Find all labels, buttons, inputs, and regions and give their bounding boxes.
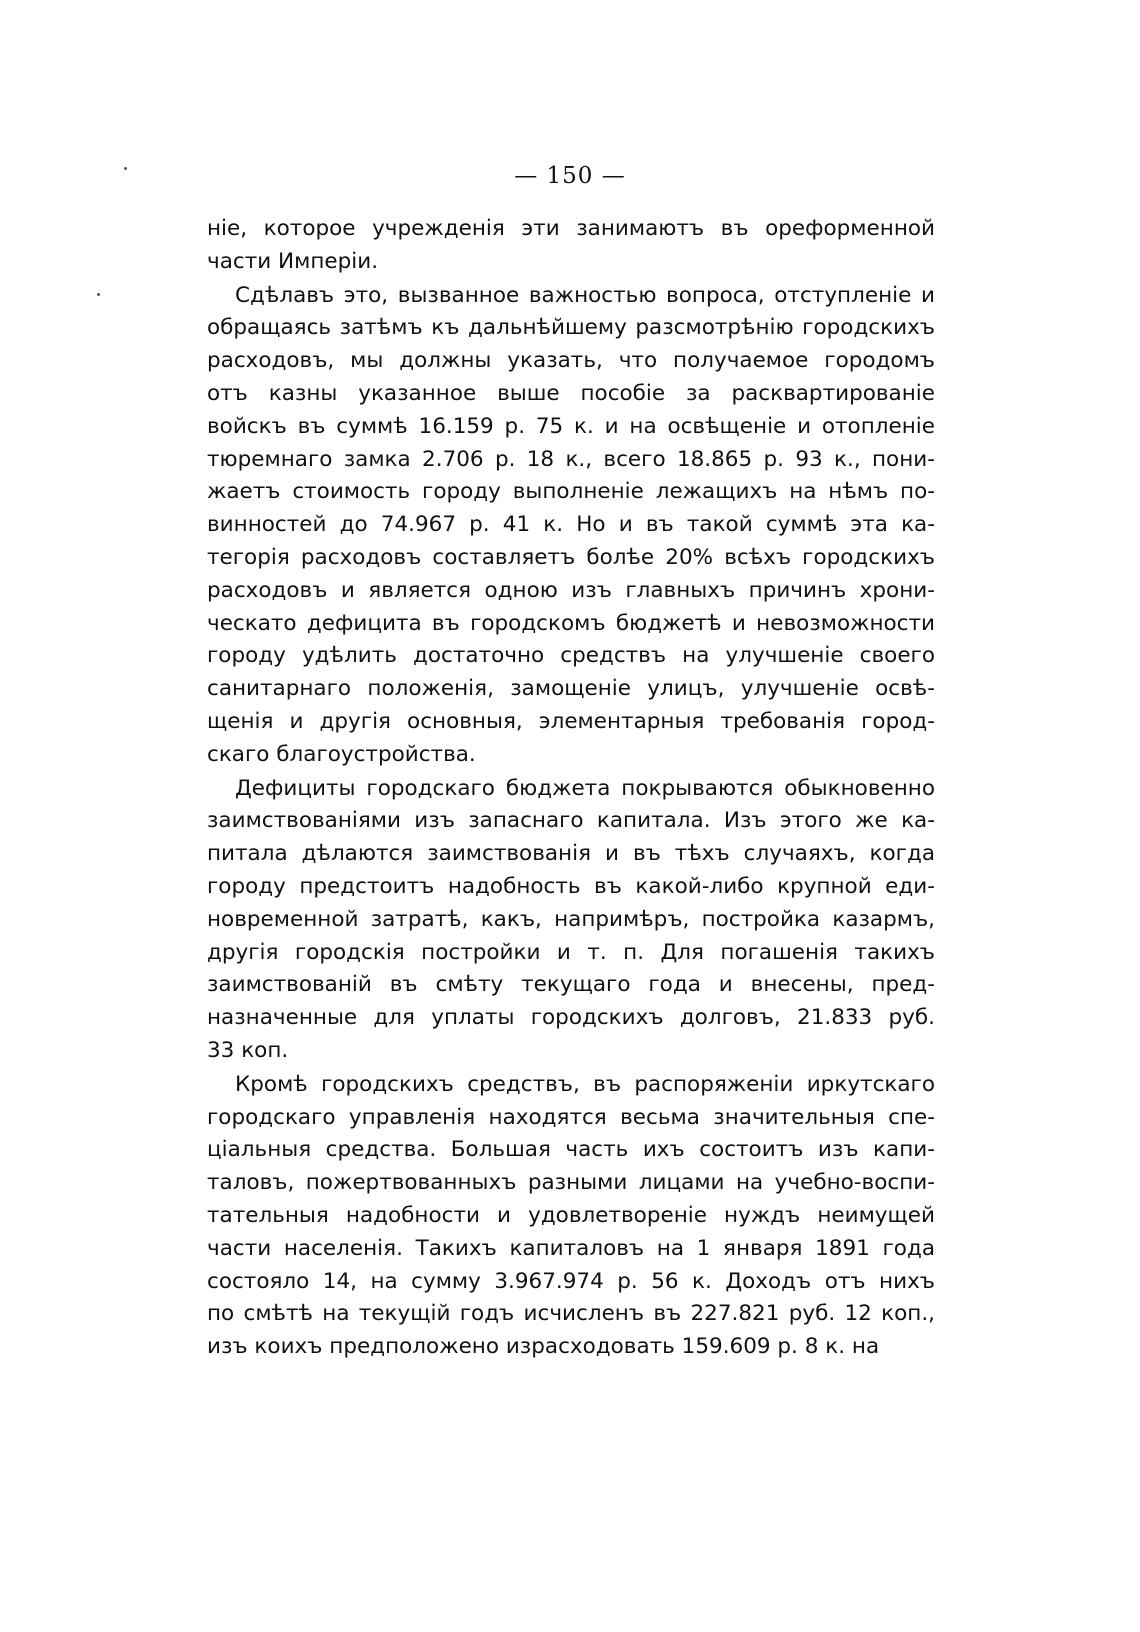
text-line: жаетъ стоимость городу выполненіе лежащихъ на нѣмъ по- [207,479,935,505]
text-line: тегорія расходовъ составляетъ болѣе 20% всѣхъ городскихъ [207,544,935,570]
text-line: городскаго управленія находятся весьма значительныя спе- [207,1104,935,1130]
text-line: расходовъ и является одною изъ главныхъ причинъ хрони- [207,577,935,603]
paragraph-deficits [207,773,935,1068]
text-line: Сдѣлавъ это, вызванное важностью вопроса, отступленіе и [235,282,935,308]
paragraph-digression [207,280,935,772]
text-line: отъ казны указанное выше пособіе за расквартированіе [207,380,935,406]
text-line: заимствованіями изъ запаснаго капитала. Изъ этого же ка- [207,808,935,834]
text-line: ціальныя средства. Большая часть ихъ состоитъ изъ капи- [207,1137,935,1163]
text-line: тюремнаго замка 2.706 р. 18 к., всего 18.865 р. 93 к., пони- [207,446,935,472]
text-line: Дефициты городскаго бюджета покрываются обыкновенно [235,775,935,801]
text-line: новременной затратѣ, какъ, напримѣръ, постройка казармъ, [207,906,935,932]
text-line: ческато дефицита въ городскомъ бюджетѣ и невозможности [207,610,935,636]
text-line: таловъ, пожертвованныхъ разными лицами на учебно-воспи- [207,1170,935,1196]
paragraph-continuation [207,213,935,279]
text-line: изъ коихъ предположено израсходовать 159.609 р. 8 к. на [207,1334,880,1360]
text-line: состояло 14, на сумму 3.967.974 р. 56 к. Доходъ отъ нихъ [207,1268,935,1294]
text-line: части населенія. Такихъ капиталовъ на 1 января 1891 года [207,1235,935,1261]
text-line: винностей до 74.967 р. 41 к. Но и въ такой суммѣ эта ка- [207,512,935,538]
text-line: скаго благоустройства. [207,741,476,767]
text-line: санитарнаго положенія, замощеніе улицъ, улучшеніе освѣ- [207,676,935,702]
text-line: Кромѣ городскихъ средствъ, въ распоряженіи иркутскаго [235,1071,935,1097]
text-line: городу предстоитъ надобность въ какой-либо крупной еди- [207,873,935,899]
text-line: щенія и другія основныя, элементарныя требованія город- [207,708,935,734]
text-line: обращаясь затѣмъ къ дальнѣйшему разсмотрѣнію городскихъ [207,315,935,341]
body-text [207,213,935,1364]
text-line: войскъ въ суммѣ 16.159 р. 75 к. и на освѣщеніе и отопленіе [207,413,935,439]
text-line: по смѣтѣ на текущій годъ исчисленъ въ 227.821 руб. 12 коп., [207,1301,935,1327]
text-line: ніе, которое учрежденія эти занимаютъ въ ореформенной [207,216,935,241]
text-line: тательныя надобности и удовлетвореніе нуждъ неимущей [207,1202,935,1228]
text-line: части Имперіи. [207,248,379,274]
text-line: другія городскія постройки и т. п. Для погашенія такихъ [207,939,935,965]
text-line: расходовъ, мы должны указать, что получаемое городомъ [207,348,935,374]
text-line: городу удѣлить достаточно средствъ на улучшеніе своего [207,643,935,669]
page-number: — 150 — [514,163,626,189]
paragraph-special-funds [207,1069,935,1364]
scan-speck [97,293,100,296]
text-line: заимствованій въ смѣту текущаго года и внесены, пред- [207,972,935,998]
text-line: питала дѣлаются заимствованія и въ тѣхъ случаяхъ, когда [207,841,935,867]
text-line: назначенные для уплаты городскихъ долговъ, 21.833 руб. [207,1005,935,1031]
text-line: 33 коп. [207,1037,289,1063]
